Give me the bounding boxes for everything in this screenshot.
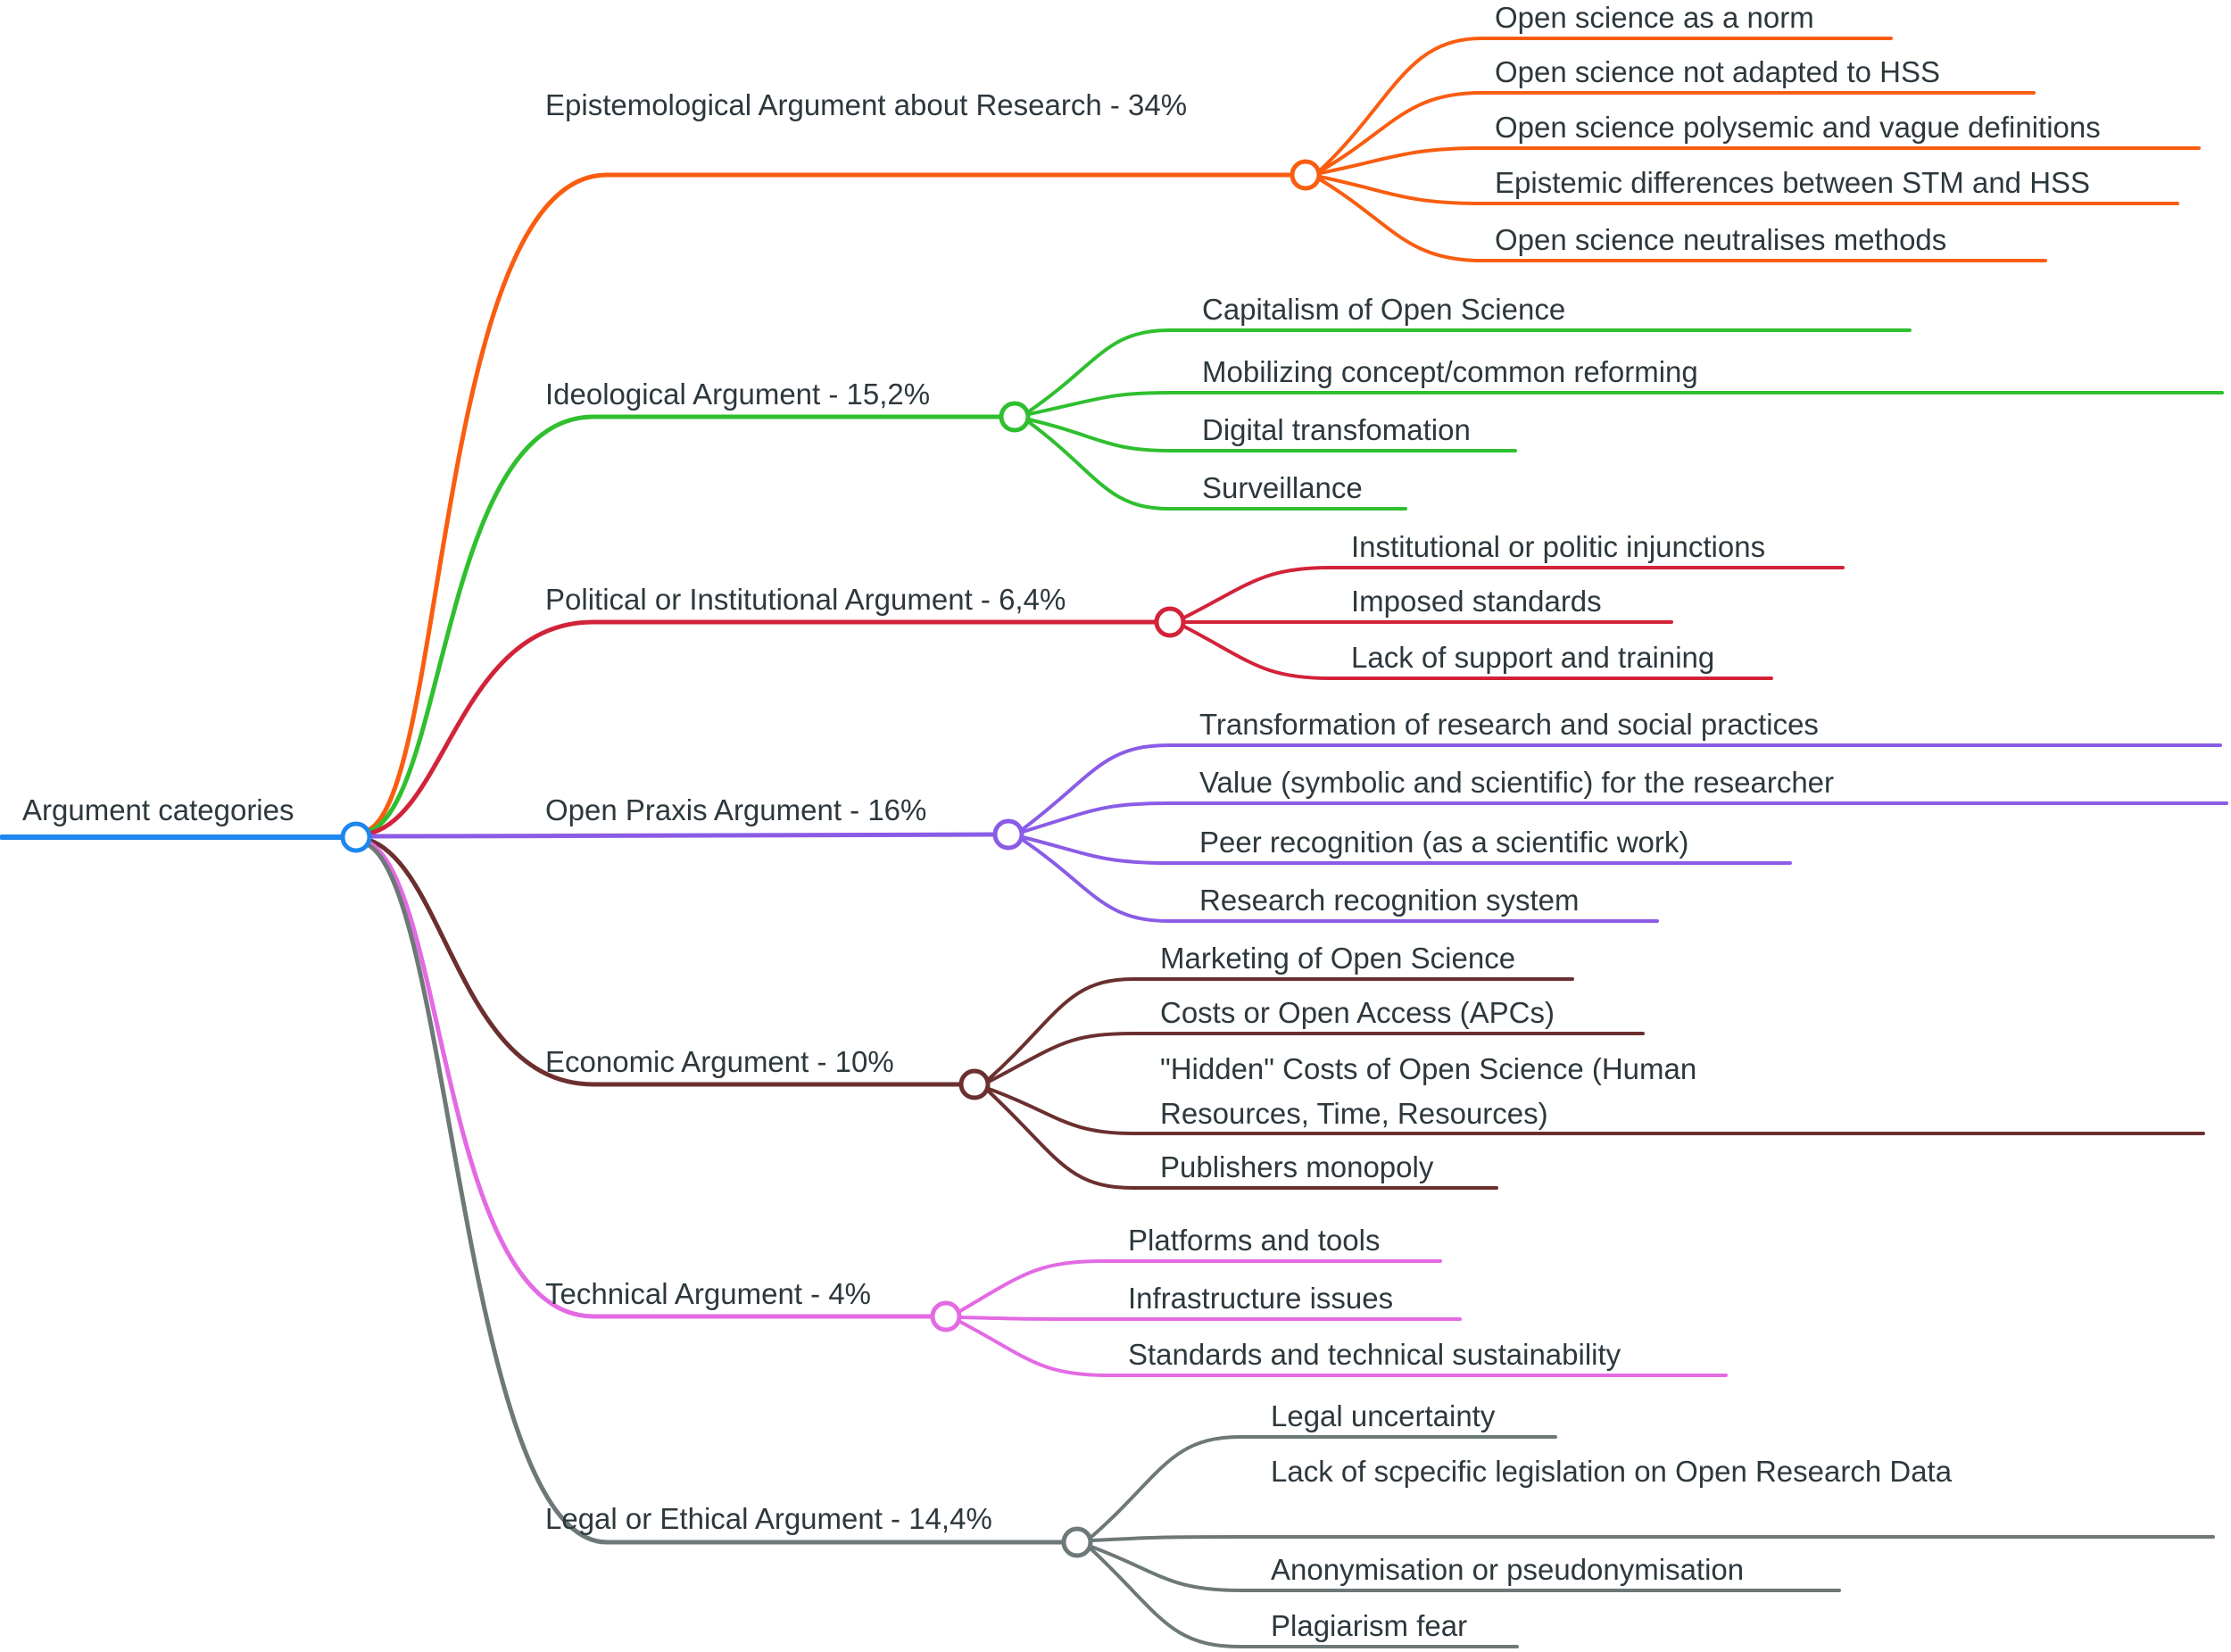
- child-label: Institutional or politic injunctions: [1351, 530, 1766, 563]
- branch-line-epistemological: [369, 175, 1292, 830]
- child-label: Open science not adapted to HSS: [1495, 55, 1940, 88]
- child-label: Costs or Open Access (APCs): [1160, 996, 1555, 1029]
- child-label: Transformation of research and social practices: [1199, 708, 1819, 741]
- child-label: Publishers monopoly: [1160, 1150, 1434, 1183]
- branch-node-open-praxis: [995, 821, 1022, 848]
- child-label: Open science as a norm: [1495, 1, 1814, 34]
- branch-label-technical: Technical Argument - 4%: [545, 1277, 872, 1310]
- child-line: [1091, 1537, 2213, 1540]
- child-label: Value (symbolic and scientific) for the researcher: [1199, 766, 1835, 799]
- child-label: Peer recognition (as a scientific work): [1199, 826, 1689, 859]
- child-label: Open science polysemic and vague definitions: [1495, 111, 2101, 144]
- child-label: Open science neutralises methods: [1495, 223, 1947, 256]
- child-label: Mobilizing concept/common reforming: [1202, 355, 1698, 388]
- child-label: Research recognition system: [1199, 884, 1580, 917]
- branch-line-legal: [369, 845, 1064, 1542]
- child-label: Imposed standards: [1351, 585, 1602, 618]
- branch-label-political: Political or Institutional Argument - 6,4%: [545, 583, 1066, 616]
- child-label: Anonymisation or pseudonymisation: [1271, 1553, 1745, 1586]
- child-label: Lack of support and training: [1351, 641, 1715, 674]
- child-label: Infrastructure issues: [1128, 1282, 1394, 1315]
- branch-label-economic: Economic Argument - 10%: [545, 1045, 894, 1078]
- child-label: Capitalism of Open Science: [1202, 293, 1566, 326]
- child-label: Digital transfomation: [1202, 413, 1471, 446]
- branch-label-open-praxis: Open Praxis Argument - 16%: [545, 793, 927, 826]
- branch-node-legal: [1064, 1529, 1091, 1556]
- child-label: "Hidden" Costs of Open Science (Human Resources, Time, Resources): [1160, 1052, 1697, 1130]
- root-node: [343, 824, 369, 851]
- branch-line-open-praxis: [369, 834, 995, 836]
- branch-label-ideological: Ideological Argument - 15,2%: [545, 378, 931, 411]
- child-label: Lack of scpecific legislation on Open Research Data: [1271, 1455, 1953, 1488]
- child-label: Standards and technical sustainability: [1128, 1338, 1621, 1371]
- branch-label-epistemological: Epistemological Argument about Research - 34%: [545, 88, 1188, 121]
- branch-node-epistemological: [1292, 162, 1319, 188]
- branch-node-political: [1157, 609, 1183, 635]
- branch-node-economic: [961, 1071, 988, 1098]
- child-label: Epistemic differences between STM and HSS: [1495, 166, 2091, 199]
- branch-label-legal: Legal or Ethical Argument - 14,4%: [545, 1502, 992, 1535]
- child-label: Marketing of Open Science: [1160, 942, 1516, 975]
- child-label: Plagiarism fear: [1271, 1609, 1468, 1642]
- child-label: Platforms and tools: [1128, 1224, 1381, 1257]
- root-label: Argument categories: [22, 793, 294, 826]
- child-label: Legal uncertainty: [1271, 1399, 1496, 1432]
- child-label: Surveillance: [1202, 471, 1363, 504]
- branch-node-ideological: [1001, 403, 1028, 430]
- branch-node-technical: [933, 1303, 959, 1330]
